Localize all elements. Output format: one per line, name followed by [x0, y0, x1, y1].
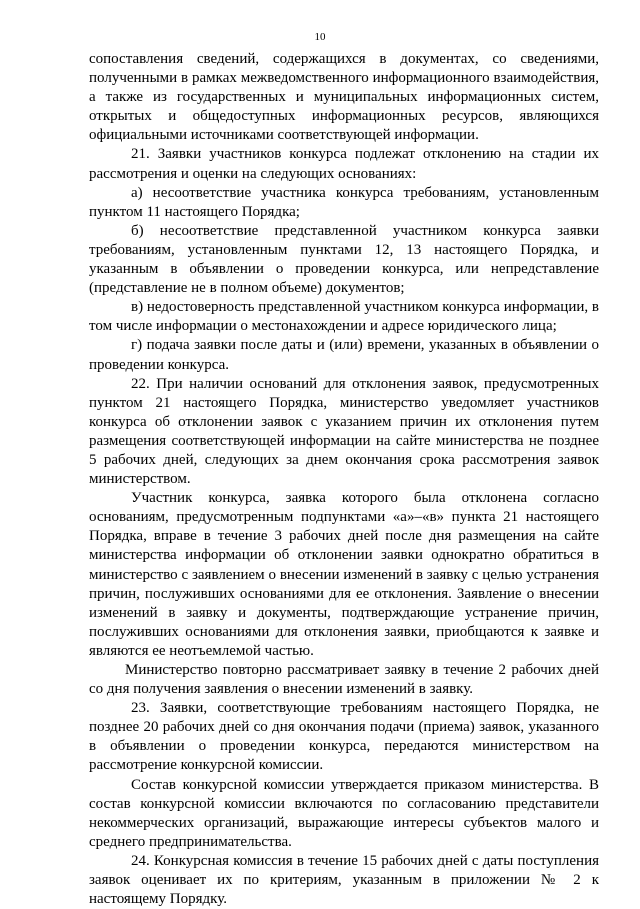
paragraph-21-g: г) подача заявки после даты и (или) времени, указанных в объявлении о проведении конкурса.	[89, 337, 599, 373]
paragraph-23: 23. Заявки, соответствующие требованиям настоящего Порядка, не позднее 20 рабочих дней со дня окончания подачи (приема) заявок, указанного в объявлении о проведении конкурса, передаются министерством на рассмотрение конкурсной комиссии.	[89, 700, 599, 774]
paragraph-21-v: в) недостоверность представленной участником конкурса информации, в том числе информации о местонахождении и адресе юридического лица;	[89, 299, 599, 335]
paragraph-22-ministry: Министерство повторно рассматривает заявку в течение 2 рабочих дней со дня получения заявления о внесении изменений в заявку.	[89, 662, 599, 698]
document-body	[89, 50, 599, 909]
paragraph-23-commission: Состав конкурсной комиссии утверждается приказом министерства. В состав конкурсной комиссии включаются по согласованию представители некоммерческих организаций, выражающие интересы субъектов малого и среднего предпринимательства.	[89, 776, 599, 850]
paragraph-21-b: б) несоответствие представленной участником конкурса заявки требованиям, установленным пунктами 12, 13 настоящего Порядка, и указанным в объявлении о проведении конкурса, или непредставление (представление не в полном объеме) документов;	[89, 222, 599, 297]
paragraph-24: 24. Конкурсная комиссия в течение 15 рабочих дней с даты поступления заявок оценивает их по критериям, указанным в приложении № 2 к настоящему Порядку.	[89, 852, 599, 908]
paragraph-22-participant: Участник конкурса, заявка которого была отклонена согласно основаниям, предусмотренным подпунктами «а»–«в» пункта 21 настоящего Порядка, вправе в течение 3 рабочих дней после дня размещения на сайте министерства информации об отклонении заявки однократно обратиться в министерство с заявлением о внесении изменений в заявку с целью устранения причин, послуживших основаниями для ее отклонения. Заявление о внесении изменений в заявку и документы, подтверждающие устранение причин, послуживших основаниями для отклонения заявки, приобщаются к заявке и являются ее неотъемлемой частью.	[89, 490, 599, 659]
page-number: 10	[314, 31, 326, 43]
paragraph-continuation: сопоставления сведений, содержащихся в документах, со сведениями, полученными в рамках межведомственного информационного взаимодействия, а также из государственных и муниципальных информационных систем, открытых и общедоступных информационных ресурсов, являющихся официальными источниками соответствующей информации.	[89, 51, 599, 144]
paragraph-22: 22. При наличии оснований для отклонения заявок, предусмотренных пунктом 21 настоящего Порядка, министерство уведомляет участников конкурса об отклонении заявок с указанием причин их отклонения путем размещения соответствующей информации на сайте министерства не позднее 5 рабочих дней, следующих за днем окончания срока рассмотрения заявок министерством.	[89, 375, 599, 488]
paragraph-21-a: а) несоответствие участника конкурса требованиям, установленным пунктом 11 настоящего Порядка;	[89, 184, 599, 220]
paragraph-21: 21. Заявки участников конкурса подлежат отклонению на стадии их рассмотрения и оценки на следующих основаниях:	[89, 146, 599, 182]
